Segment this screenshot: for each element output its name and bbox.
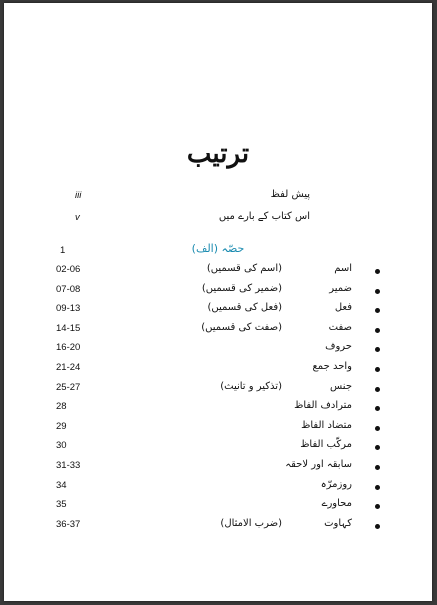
table-row [4, 323, 432, 341]
page-number: 14-15 [56, 322, 81, 334]
page-number: 09-13 [56, 303, 81, 315]
page-number: 1 [60, 245, 66, 256]
page-number: 29 [56, 420, 67, 432]
intro-row [4, 212, 432, 228]
entry-label: واحد جمع [312, 361, 352, 372]
entry-label: مترادف الفاظ [294, 400, 352, 412]
table-row [4, 519, 432, 537]
table-row [4, 480, 432, 498]
entry-label: کہاوت [324, 517, 352, 529]
entry-label: مرکّب الفاظ [300, 439, 352, 451]
table-row [4, 440, 432, 458]
document-page [4, 3, 432, 601]
page-number: 31-33 [56, 460, 81, 471]
page-number: v [75, 212, 80, 223]
bullet-icon [375, 367, 380, 372]
entry-label: ضمیر [329, 282, 352, 294]
bullet-icon [375, 465, 380, 470]
table-row [4, 342, 432, 360]
page-title: ترتیب [186, 139, 250, 169]
entry-subtitle: (تذکیر و تانیث) [220, 380, 282, 392]
bullet-icon [375, 347, 380, 352]
page-number: 21-24 [56, 362, 81, 373]
table-row [4, 303, 432, 321]
entry-label: فعل [334, 302, 352, 314]
entry-subtitle: (صفت کی قسمیں) [201, 321, 282, 333]
page-number: 30 [56, 440, 67, 452]
page-number: 36-37 [56, 518, 81, 530]
entry-label: محاورے [321, 498, 352, 510]
bullet-icon [375, 308, 380, 313]
page-number: 25-27 [56, 381, 81, 393]
bullet-icon [375, 504, 380, 509]
entry-label: سابقہ اور لاحقہ [285, 459, 352, 470]
entry-label: جنس [330, 380, 352, 392]
bullet-icon [375, 269, 380, 274]
bullet-icon [375, 328, 380, 333]
entry-label: صفت [328, 321, 352, 333]
bullet-icon [375, 406, 380, 411]
section-heading: حصّہ (الف) [191, 242, 245, 255]
section-page-row [4, 245, 432, 263]
entry-label: اسم [334, 263, 352, 274]
bullet-icon [375, 289, 380, 294]
table-row [4, 284, 432, 302]
entry-label: روزمرّہ [320, 478, 352, 490]
intro-row [4, 190, 432, 206]
page-number: 02-06 [56, 264, 81, 275]
entry-label: اس کتاب کے بارے میں [218, 211, 310, 222]
table-row [4, 499, 432, 517]
table-row [4, 460, 432, 478]
entry-subtitle: (ضرب الامثال) [220, 517, 282, 529]
table-row [4, 421, 432, 439]
entry-subtitle: (ضمیر کی قسمیں) [201, 282, 282, 294]
page-number: 07-08 [56, 283, 81, 295]
bullet-icon [375, 524, 380, 529]
bullet-icon [375, 426, 380, 431]
table-row [4, 401, 432, 419]
page-number: iii [75, 190, 82, 201]
bullet-icon [375, 485, 380, 490]
entry-subtitle: (اسم کی قسمیں) [206, 263, 282, 274]
table-row [4, 362, 432, 380]
entry-subtitle: (فعل کی قسمیں) [207, 302, 282, 314]
page-number: 34 [56, 479, 67, 491]
bullet-icon [375, 445, 380, 450]
bullet-icon [375, 387, 380, 392]
entry-label: پیش لفظ [270, 189, 310, 200]
page-number: 28 [56, 401, 67, 413]
entry-label: متضاد الفاظ [301, 419, 352, 431]
page-number: 35 [56, 499, 67, 511]
entry-label: حروف [325, 341, 352, 353]
page-number: 16-20 [56, 342, 81, 354]
table-row [4, 382, 432, 400]
table-row [4, 264, 432, 282]
